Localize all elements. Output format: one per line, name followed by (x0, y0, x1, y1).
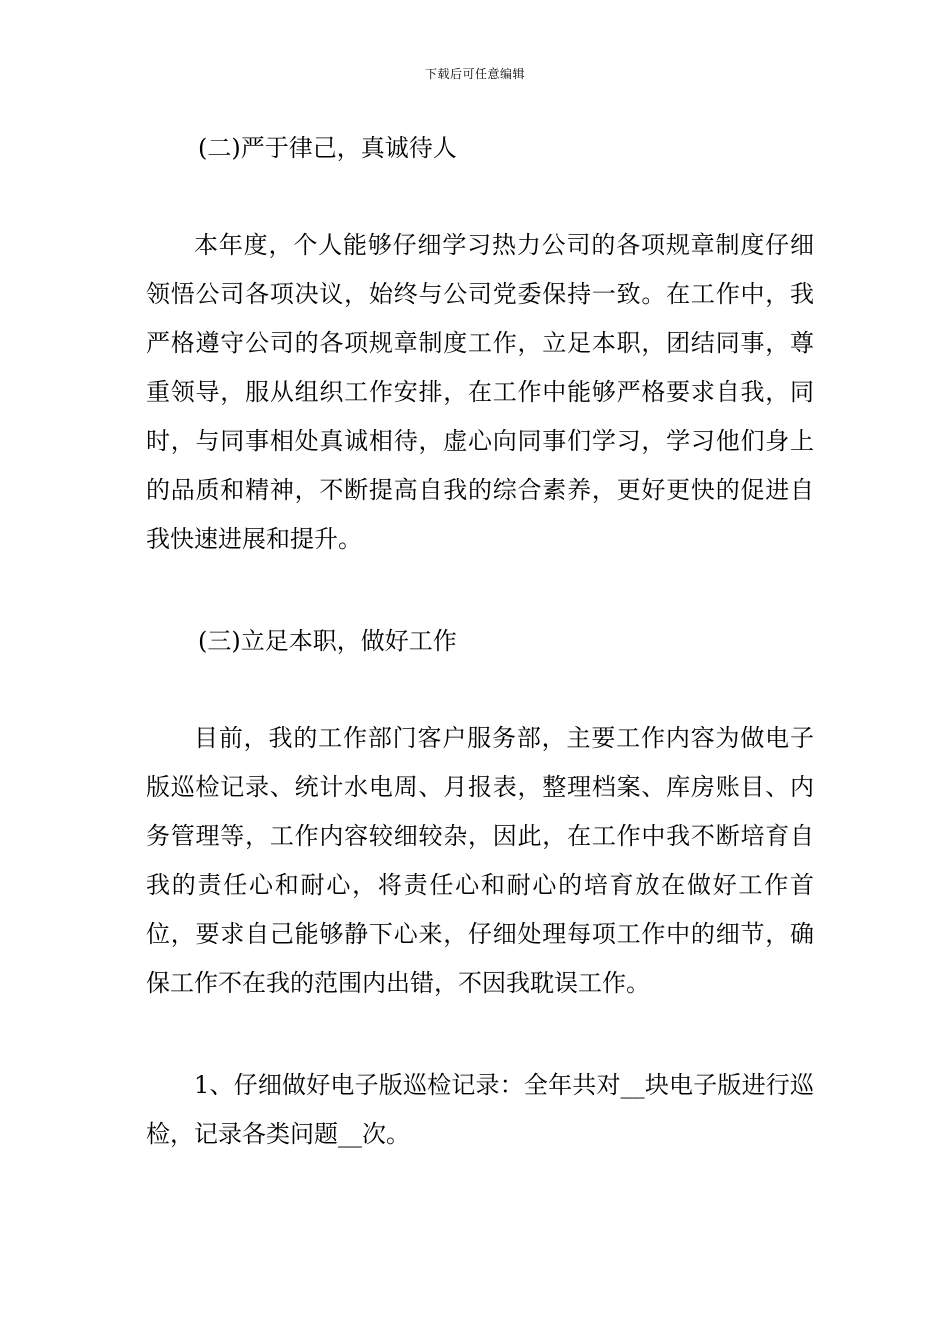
paragraph-self-discipline: 本年度，个人能够仔细学习热力公司的各项规章制度仔细领悟公司各项决议，始终与公司党委保持一致。在工作中，我严格遵守公司的各项规章制度工作，立足本职，团结同事，尊重领导，服从组织工作安排，在工作中能够严格要求自我，同时，与同事相处真诚相待，虚心向同事们学习，学习他们身上的品质和精神，不断提高自我的综合素养，更好更快的促进自我快速进展和提升。 (146, 231, 814, 553)
spacer (146, 173, 814, 221)
section-heading-2: (二)严于律己，真诚待人 (198, 134, 457, 162)
spacer (146, 1008, 814, 1061)
document-body (146, 124, 814, 1159)
paragraph-job-duties: 目前，我的工作部门客户服务部，主要工作内容为做电子版巡检记录、统计水电周、月报表，整理档案、库房账目、内务管理等，工作内容较细较杂，因此，在工作中我不断培育自我的责任心和耐心，将责任心和耐心的培育放在做好工作首位，要求自己能够静下心来，仔细处理每项工作中的细节，确保工作不在我的范围内出错，不因我耽误工作。 (146, 724, 814, 997)
section-heading-3: (三)立足本职，做好工作 (198, 627, 457, 655)
page-header-note: 下载后可任意编辑 (424, 67, 525, 81)
spacer (146, 564, 814, 617)
list-item-1: 1、仔细做好电子版巡检记录：全年共对__块电子版进行巡检，记录各类问题__次。 (146, 1071, 814, 1148)
spacer (146, 666, 814, 714)
